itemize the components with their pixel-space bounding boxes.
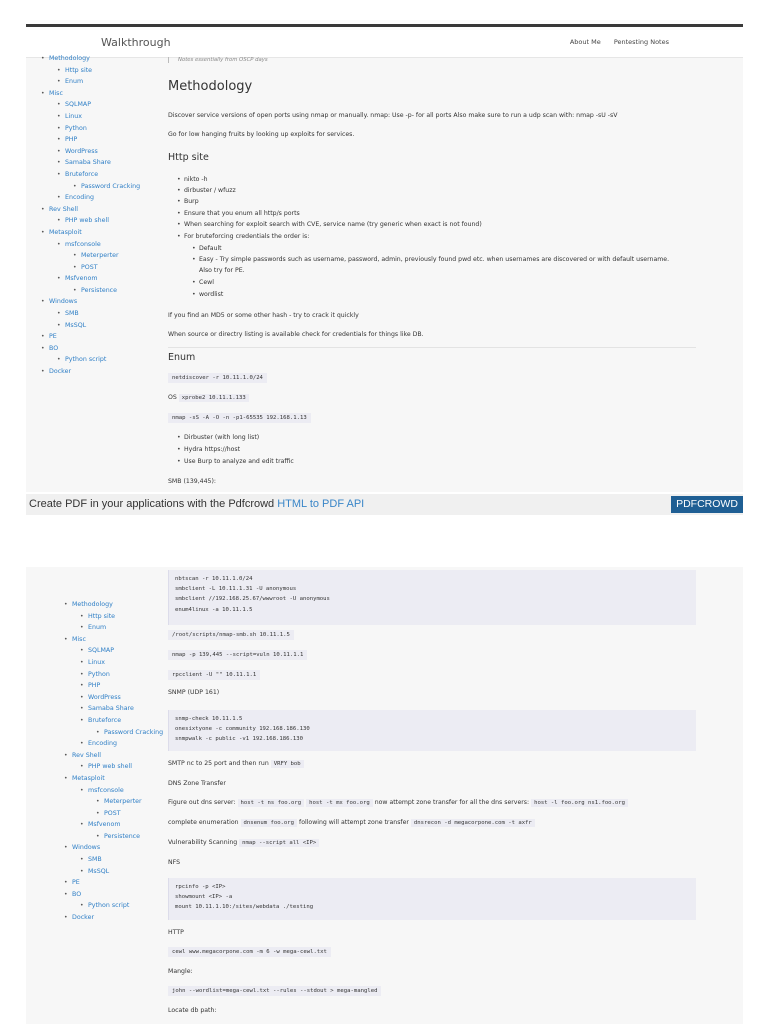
sidebar-item[interactable]: • PHP	[26, 134, 166, 146]
sidebar-item[interactable]: • Windows	[49, 842, 189, 854]
sidebar-item[interactable]: • Persistence	[26, 285, 166, 297]
sidebar-item[interactable]: • BO	[49, 889, 189, 901]
code-snippet: xprobe2 10.11.1.133	[179, 394, 249, 402]
sidebar-item[interactable]: • Samaba Share	[49, 703, 189, 715]
pdfcrowd-button[interactable]: PDFCROWD	[671, 496, 743, 513]
sidebar-item[interactable]: • Meterperter	[49, 796, 189, 808]
sidebar-item[interactable]: • Enum	[49, 622, 189, 634]
list-item: • Dirbuster (with long list)	[184, 434, 259, 441]
top-nav	[559, 38, 669, 46]
sidebar-item[interactable]: • Windows	[26, 296, 166, 308]
sidebar-item[interactable]: • WordPress	[49, 692, 189, 704]
paragraph: Discover service versions of open ports using nmap or manually. nmap: Use -p- for all ports Also make sure to run a udp scan with: nmap -sU -sV	[168, 112, 618, 119]
sidebar-item[interactable]: • Misc	[49, 634, 189, 646]
sidebar-item[interactable]: • Http site	[26, 65, 166, 77]
sidebar-item[interactable]: • msfconsole	[26, 239, 166, 251]
code-snippet: dnsrecon -d megacorpone.com -t axfr	[411, 819, 535, 827]
code-block: snmp-check 10.11.1.5 onesixtyone -c community 192.168.186.130 snmpwalk -c public -v1 192.168.186.130	[168, 710, 696, 751]
sidebar-item[interactable]: • Methodology	[26, 53, 166, 65]
sidebar-item[interactable]: • SQLMAP	[26, 99, 166, 111]
sidebar-item[interactable]: • Meterperter	[26, 250, 166, 262]
html-to-pdf-link[interactable]: HTML to PDF API	[277, 498, 365, 510]
sidebar-item[interactable]: • Persistence	[49, 831, 189, 843]
sidebar-item[interactable]: • Bruteforce	[26, 169, 166, 181]
code-snippet: host -t mx foo.org	[306, 799, 373, 807]
sidebar-item[interactable]: • PHP web shell	[26, 215, 166, 227]
list-item: • dirbuster / wfuzz	[184, 187, 236, 194]
sidebar-item[interactable]: • Metasploit	[49, 773, 189, 785]
pdf-page-1	[26, 24, 743, 492]
paragraph: Vulnerability Scanning nmap --script all <IP>	[168, 839, 319, 846]
sidebar-item[interactable]: • Python script	[49, 900, 189, 912]
sidebar-item[interactable]: • SQLMAP	[49, 645, 189, 657]
list-item-continuation: Also try for PE.	[199, 267, 245, 274]
sidebar-item[interactable]: • BO	[26, 343, 166, 355]
paragraph: When source or directry listing is available check for credentials for things like DB.	[168, 331, 424, 338]
sidebar-item[interactable]: • POST	[49, 808, 189, 820]
code-snippet: dnsenum foo.org	[241, 819, 298, 827]
code-snippet: nmap --script all <IP>	[239, 839, 319, 847]
paragraph: DNS Zone Transfer	[168, 780, 226, 787]
list-item: • For bruteforcing credentials the order is:	[184, 233, 309, 240]
code-snippet: john --wordlist=mega-cewl.txt --rules --stdout > mega-mangled	[168, 986, 381, 996]
code-snippet: nmap -sS -A -O -n -p1-65535 192.168.1.13	[168, 413, 311, 423]
section-heading-http: Http site	[168, 152, 209, 163]
sidebar-item[interactable]: • Docker	[26, 366, 166, 378]
sidebar-item[interactable]: • Msfvenom	[26, 273, 166, 285]
sidebar-item[interactable]: • Metasploit	[26, 227, 166, 239]
sidebar-item[interactable]: • Samaba Share	[26, 157, 166, 169]
paragraph: NFS	[168, 859, 181, 866]
os-label: OS xprobe2 10.11.1.133	[168, 394, 249, 401]
paragraph: Figure out dns server: host -t ns foo.org host -t mx foo.org now attempt zone transfer for all the dns servers: host -l foo.org ns1.foo.org	[168, 799, 628, 806]
sidebar-item[interactable]: • Python script	[26, 354, 166, 366]
section-heading-enum: Enum	[168, 352, 196, 363]
sidebar-item[interactable]: • Password Cracking	[26, 181, 166, 193]
sidebar-item[interactable]: • POST	[26, 262, 166, 274]
site-brand[interactable]: Walkthrough	[101, 36, 171, 49]
code-block: nbtscan -r 10.11.1.0/24 smbclient -L 10.11.1.31 -U anonymous smbclient //192.168.25.67/wwwroot -U anonymous enum4linux -a 10.11.1.5	[168, 570, 696, 625]
sidebar-item[interactable]: • Misc	[26, 88, 166, 100]
list-item: • Burp	[184, 198, 199, 205]
list-item: • Cewl	[199, 279, 214, 286]
code-snippet: host -t ns foo.org	[238, 799, 305, 807]
list-item: • Default	[199, 245, 222, 252]
page-title: Methodology	[168, 79, 253, 94]
list-item: • Hydra https://host	[184, 446, 240, 453]
sidebar-item[interactable]: • SMB	[49, 854, 189, 866]
code-snippet: VRFY bob	[271, 760, 304, 768]
sidebar-item[interactable]: • MsSQL	[49, 866, 189, 878]
paragraph: Go for low hanging fruits by looking up exploits for services.	[168, 131, 355, 138]
sidebar-item[interactable]: • SMB	[26, 308, 166, 320]
sidebar-item[interactable]: • PHP	[49, 680, 189, 692]
paragraph: SNMP (UDP 161)	[168, 689, 220, 696]
sidebar-item[interactable]: • Enum	[26, 76, 166, 88]
sidebar-item[interactable]: • Bruteforce	[49, 715, 189, 727]
pdf-page-2	[26, 567, 743, 1024]
paragraph: Mangle:	[168, 968, 193, 975]
sidebar-item[interactable]: • PE	[26, 331, 166, 343]
paragraph: complete enumeration dnsenum foo.org following will attempt zone transfer dnsrecon -d megacorpone.com -t axfr	[168, 819, 535, 826]
sidebar-item[interactable]: • Docker	[49, 912, 189, 924]
sidebar-item[interactable]: • Encoding	[26, 192, 166, 204]
sidebar-item[interactable]: • Http site	[49, 611, 189, 623]
sidebar-item[interactable]: • Password Cracking	[49, 727, 189, 739]
code-snippet: /root/scripts/nmap-smb.sh 10.11.1.5	[168, 630, 294, 640]
sidebar-item[interactable]: • WordPress	[26, 146, 166, 158]
list-item: • Ensure that you enum all http/s ports	[184, 210, 300, 217]
list-item: • When searching for exploit search with CVE, service name (try generic when exact is not found)	[184, 221, 482, 228]
sidebar-item[interactable]: • PHP web shell	[49, 761, 189, 773]
sidebar-item[interactable]: • Linux	[49, 657, 189, 669]
code-snippet: rpcclient -U "" 10.11.1.1	[168, 670, 260, 680]
paragraph: SMTP nc to 25 port and then run VRFY bob	[168, 760, 304, 767]
list-item: • wordlist	[199, 291, 223, 298]
pdfcrowd-banner	[26, 494, 743, 515]
code-snippet: host -l foo.org ns1.foo.org	[531, 799, 628, 807]
code-snippet: netdiscover -r 10.11.1.0/24	[168, 373, 267, 383]
nav-pentesting-notes[interactable]: Pentesting Notes	[613, 38, 669, 46]
sidebar-item[interactable]: • Msfvenom	[49, 819, 189, 831]
code-block: rpcinfo -p <IP> showmount <IP> -a mount 10.11.1.10:/sites/webdata ./testing	[168, 878, 696, 920]
list-item: • nikto -h	[184, 176, 208, 183]
sidebar-item[interactable]: • Rev Shell	[26, 204, 166, 216]
tagline: Notes essentially from OSCP days	[168, 57, 268, 63]
code-snippet: nmap -p 139,445 --script=vuln 10.11.1.1	[168, 650, 307, 660]
sidebar-nav	[26, 53, 166, 378]
nav-about-me[interactable]: About Me	[569, 38, 601, 46]
sidebar-item[interactable]: • Methodology	[49, 599, 189, 611]
sidebar-item[interactable]: • Rev Shell	[49, 750, 189, 762]
sidebar-item[interactable]: • Encoding	[49, 738, 189, 750]
sidebar-item[interactable]: • Python	[49, 669, 189, 681]
sidebar-item[interactable]: • Linux	[26, 111, 166, 123]
sidebar-item[interactable]: • MsSQL	[26, 320, 166, 332]
divider	[168, 347, 696, 348]
sidebar-item[interactable]: • PE	[49, 877, 189, 889]
code-snippet: cewl www.megacorpone.com -m 6 -w mega-cewl.txt	[168, 947, 331, 957]
paragraph: HTTP	[168, 929, 184, 936]
banner-text: Create PDF in your applications with the Pdfcrowd HTML to PDF API	[29, 498, 365, 510]
list-item: • Easy - Try simple passwords such as username, password, admin, previously found pwd etc. when usernames are discovered or with default username.	[199, 256, 669, 263]
paragraph: If you find an MD5 or some other hash - try to crack it quickly	[168, 312, 359, 319]
paragraph: Locate db path:	[168, 1007, 217, 1014]
sidebar-item[interactable]: • msfconsole	[49, 785, 189, 797]
sidebar-item[interactable]: • Python	[26, 123, 166, 135]
list-item: • Use Burp to analyze and edit traffic	[184, 458, 294, 465]
paragraph: SMB (139,445):	[168, 478, 216, 485]
